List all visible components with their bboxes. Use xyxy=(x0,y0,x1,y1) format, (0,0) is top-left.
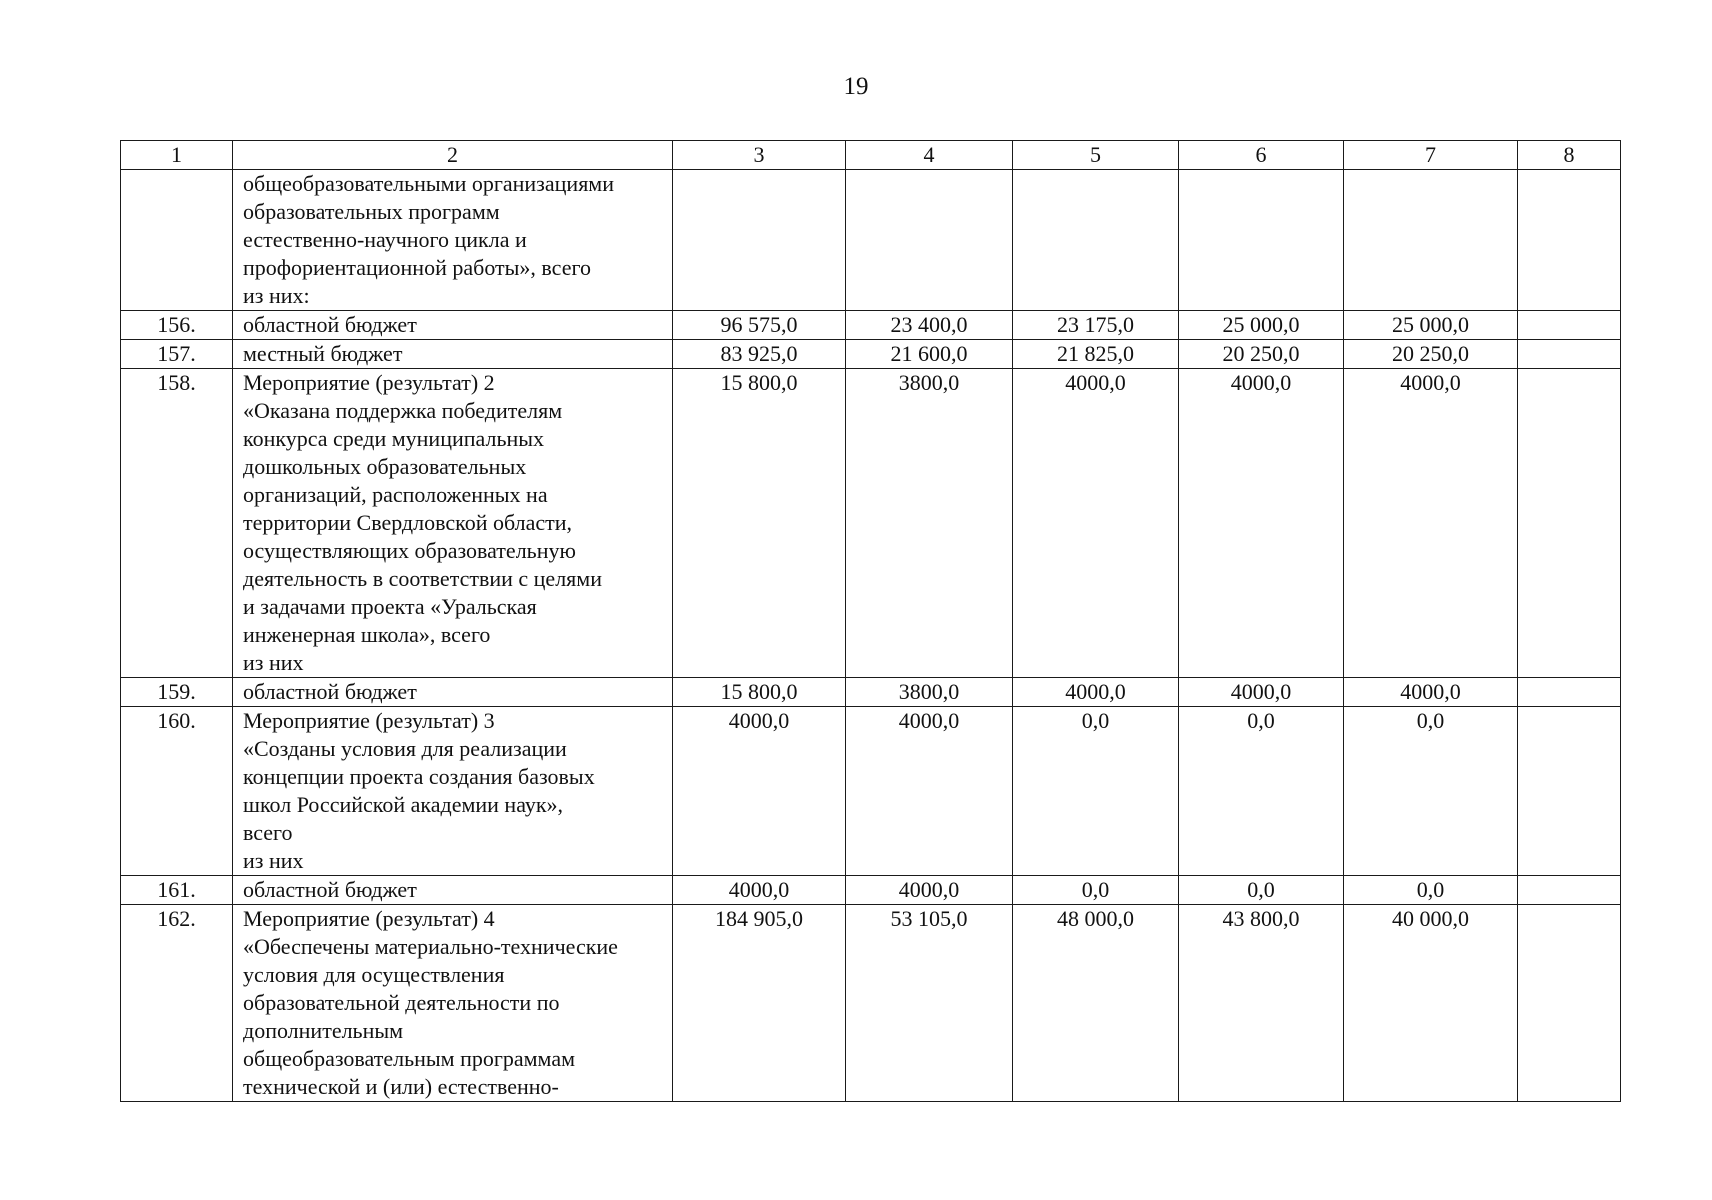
description-line: «Обеспечены материально-технические xyxy=(243,934,618,959)
value-cell: 48 000,0 xyxy=(1013,905,1179,1102)
value-cell: 83 925,0 xyxy=(673,340,846,369)
row-description xyxy=(233,678,673,707)
description-line: условия для осуществления xyxy=(243,962,505,987)
description-line: дошкольных образовательных xyxy=(243,454,527,479)
description-line: из них xyxy=(243,848,304,873)
value-cell: 20 250,0 xyxy=(1344,340,1518,369)
description-line: инженерная школа», всего xyxy=(243,622,491,647)
value-cell: 23 400,0 xyxy=(846,311,1013,340)
row-number: 158. xyxy=(121,369,233,678)
value-cell: 53 105,0 xyxy=(846,905,1013,1102)
description-line: всего xyxy=(243,820,293,845)
value-cell: 0,0 xyxy=(1179,707,1344,876)
value-cell: 21 600,0 xyxy=(846,340,1013,369)
value-cell xyxy=(1518,678,1621,707)
description-line: общеобразовательными организациями xyxy=(243,171,615,196)
table-row xyxy=(121,340,1621,369)
column-header: 5 xyxy=(1013,141,1179,170)
value-cell: 4000,0 xyxy=(673,707,846,876)
row-description xyxy=(233,876,673,905)
row-description xyxy=(233,905,673,1102)
description-line: общеобразовательным программам xyxy=(243,1046,576,1071)
value-cell: 23 175,0 xyxy=(1013,311,1179,340)
description-line: технической и (или) естественно- xyxy=(243,1074,559,1099)
value-cell: 4000,0 xyxy=(846,876,1013,905)
column-header: 7 xyxy=(1344,141,1518,170)
value-cell: 184 905,0 xyxy=(673,905,846,1102)
table-row xyxy=(121,369,1621,678)
description-line: естественно-научного цикла и xyxy=(243,227,527,252)
row-number: 160. xyxy=(121,707,233,876)
column-header: 2 xyxy=(233,141,673,170)
description-line: областной бюджет xyxy=(243,877,417,902)
column-header: 4 xyxy=(846,141,1013,170)
value-cell: 20 250,0 xyxy=(1179,340,1344,369)
table-row xyxy=(121,170,1621,311)
value-cell xyxy=(1518,905,1621,1102)
value-cell: 3800,0 xyxy=(846,369,1013,678)
description-line: «Созданы условия для реализации xyxy=(243,736,567,761)
value-cell xyxy=(1518,170,1621,311)
description-line: образовательных программ xyxy=(243,199,500,224)
description-line: образовательной деятельности по xyxy=(243,990,560,1015)
value-cell xyxy=(673,170,846,311)
description-line: областной бюджет xyxy=(243,312,417,337)
row-description xyxy=(233,311,673,340)
table-row xyxy=(121,707,1621,876)
value-cell: 0,0 xyxy=(1344,707,1518,876)
row-description xyxy=(233,170,673,311)
value-cell xyxy=(1518,369,1621,678)
column-header: 3 xyxy=(673,141,846,170)
table-row xyxy=(121,311,1621,340)
value-cell xyxy=(1013,170,1179,311)
row-description xyxy=(233,369,673,678)
value-cell xyxy=(1518,707,1621,876)
value-cell: 4000,0 xyxy=(1344,678,1518,707)
description-line: территории Свердловской области, xyxy=(243,510,573,535)
description-line: школ Российской академии наук», xyxy=(243,792,564,817)
value-cell: 0,0 xyxy=(1013,707,1179,876)
value-cell: 3800,0 xyxy=(846,678,1013,707)
value-cell: 96 575,0 xyxy=(673,311,846,340)
description-line: деятельность в соответствии с целями xyxy=(243,566,602,591)
row-description xyxy=(233,340,673,369)
value-cell: 4000,0 xyxy=(673,876,846,905)
value-cell: 21 825,0 xyxy=(1013,340,1179,369)
value-cell: 4000,0 xyxy=(846,707,1013,876)
row-number: 157. xyxy=(121,340,233,369)
value-cell: 15 800,0 xyxy=(673,678,846,707)
row-description xyxy=(233,707,673,876)
row-number: 156. xyxy=(121,311,233,340)
description-line: осуществляющих образовательную xyxy=(243,538,576,563)
value-cell: 43 800,0 xyxy=(1179,905,1344,1102)
value-cell xyxy=(1179,170,1344,311)
value-cell: 0,0 xyxy=(1013,876,1179,905)
description-line: дополнительным xyxy=(243,1018,404,1043)
table-header-row xyxy=(121,141,1621,170)
value-cell: 4000,0 xyxy=(1013,678,1179,707)
description-line: концепции проекта создания базовых xyxy=(243,764,595,789)
row-number: 161. xyxy=(121,876,233,905)
value-cell: 40 000,0 xyxy=(1344,905,1518,1102)
description-line: и задачами проекта «Уральская xyxy=(243,594,537,619)
value-cell xyxy=(1518,876,1621,905)
description-line: Мероприятие (результат) 2 xyxy=(243,370,495,395)
value-cell: 15 800,0 xyxy=(673,369,846,678)
description-line: Мероприятие (результат) 4 xyxy=(243,906,495,931)
value-cell: 25 000,0 xyxy=(1179,311,1344,340)
value-cell: 4000,0 xyxy=(1179,369,1344,678)
description-line: областной бюджет xyxy=(243,679,417,704)
page-number: 19 xyxy=(843,73,869,100)
value-cell: 4000,0 xyxy=(1344,369,1518,678)
value-cell xyxy=(846,170,1013,311)
value-cell: 4000,0 xyxy=(1013,369,1179,678)
value-cell xyxy=(1518,340,1621,369)
description-line: из них xyxy=(243,650,304,675)
table-row xyxy=(121,905,1621,1102)
description-line: Мероприятие (результат) 3 xyxy=(243,708,495,733)
value-cell: 4000,0 xyxy=(1179,678,1344,707)
row-number: 159. xyxy=(121,678,233,707)
column-header: 6 xyxy=(1179,141,1344,170)
row-number: 162. xyxy=(121,905,233,1102)
table-row xyxy=(121,876,1621,905)
budget-table xyxy=(120,140,1621,1102)
description-line: конкурса среди муниципальных xyxy=(243,426,545,451)
column-header: 1 xyxy=(121,141,233,170)
column-header: 8 xyxy=(1518,141,1621,170)
value-cell xyxy=(1344,170,1518,311)
value-cell: 25 000,0 xyxy=(1344,311,1518,340)
description-line: организаций, расположенных на xyxy=(243,482,548,507)
table-row xyxy=(121,678,1621,707)
description-line: из них: xyxy=(243,283,310,308)
value-cell: 0,0 xyxy=(1179,876,1344,905)
description-line: профориентационной работы», всего xyxy=(243,255,591,280)
value-cell: 0,0 xyxy=(1344,876,1518,905)
description-line: «Оказана поддержка победителям xyxy=(243,398,563,423)
description-line: местный бюджет xyxy=(243,341,403,366)
row-number xyxy=(121,170,233,311)
value-cell xyxy=(1518,311,1621,340)
